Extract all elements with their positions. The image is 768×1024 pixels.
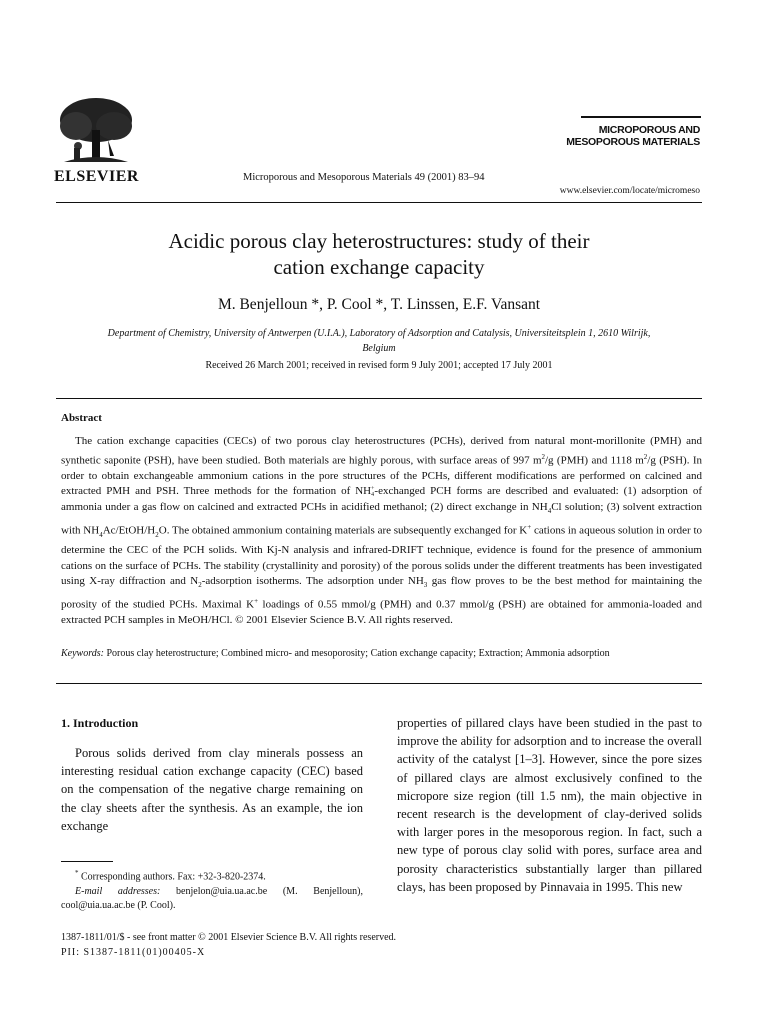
intro-paragraph-left: Porous solids derived from clay minerals possess an interesting residual cation exchange capacity (CEC) based on the compensation of the negative charge remaining on the clay sheets after the synthesis. As an example, the ion exchange <box>61 746 363 833</box>
email-addresses[interactable]: benjelon@uia.ua.ac.be (M. Benjelloun), cool@uia.ua.ac.be (P. Cool). <box>61 885 363 912</box>
section-heading-introduction: 1. Introduction <box>61 716 139 730</box>
abstract-sub: 2 <box>155 530 159 539</box>
abstract-top-rule <box>56 398 702 399</box>
header-rule <box>56 202 702 203</box>
abstract-bottom-rule <box>56 683 702 684</box>
abstract-seg: gas flow proves to be the best method for maintaining the porosity of the studied PCHs. Maximal K <box>61 575 703 611</box>
keywords-list: Porous clay heterostructure; Combined micro- and mesoporosity; Cation exchange capacity; Extraction; Ammonia adsorption <box>103 648 610 659</box>
abstract-sub: 3 <box>423 581 428 590</box>
author-list: M. Benjelloun *, P. Cool *, T. Linssen, E.F. Vansant <box>217 296 541 313</box>
abstract-sub: 4 <box>547 507 552 516</box>
keywords-label: Keywords: <box>61 648 104 659</box>
footnote-rule <box>61 861 113 862</box>
footnote <box>61 866 363 914</box>
email-label: E-mail addresses: <box>75 885 161 897</box>
journal-brand <box>566 124 700 148</box>
abstract-sup: 2 <box>643 452 648 461</box>
abstract-sub: 2 <box>198 581 202 590</box>
footnote-emails <box>61 885 363 914</box>
abstract-seg: O. The obtained ammonium containing materials are subsequently exchanged for K <box>158 524 528 537</box>
abstract-sup: + <box>371 486 375 493</box>
received-dates: Received 26 March 2001; received in revised form 9 July 2001; accepted 17 July 2001 <box>205 360 553 371</box>
affiliation-line-1: Department of Chemistry, University of Antwerpen (U.I.A.), Laboratory of Adsorption and Catalysis, Universiteitsplein 1, 2610 Wilrijk, <box>107 328 651 339</box>
abstract-text <box>61 434 702 629</box>
pii-line: PII: S1387-1811(01)00405-X <box>61 947 206 958</box>
intro-paragraph-right: properties of pillared clays have been studied in the past to improve the ability for adsorption and to increase the overall activity of the catalyst [1–3]. However, since the pore sizes of pillared clays are almost exclusively confined to the micropore size region (till 1.5 nm), the main objective in recent research is the development of clay-derived solids with larger pores in the mesoporous region. In fact, such a new type of porous clay solid with pores, surface area and porosity characteristics substantially larger than pillared clays, has been proposed by Pinnavaia in 1995. This new <box>397 716 702 894</box>
publisher-name: ELSEVIER <box>54 168 139 185</box>
abstract-heading: Abstract <box>61 412 102 424</box>
journal-url[interactable]: www.elsevier.com/locate/micromeso <box>559 186 700 196</box>
abstract-sub: 4 <box>99 530 103 539</box>
journal-reference: Microporous and Mesoporous Materials 49 (2001) 83–94 <box>243 172 485 183</box>
keywords <box>61 646 702 661</box>
abstract-seg: /g (PSH). In order to obtain exchangeable ammonium cations in the pore structures of the PCHs, different modifications are performed on calcined and extracted PMH and PSH. Three methods for the formation of NH <box>61 454 702 498</box>
brand-line-2: MESOPOROUS MATERIALS <box>566 136 700 148</box>
brand-rule <box>581 116 701 118</box>
abstract-seg: Cl solution; (3) solvent extraction with NH <box>61 501 702 537</box>
brand-line-1: MICROPOROUS AND <box>598 124 700 136</box>
abstract-seg: cations in aqueous solution in order to determine the CEC of the PCH solids. With Kj-N analysis and infrared-DRIFT technique, evidence is found for the presence of ammonium cations on the surface of PCHs. The stability (crystallinity and porosity) of the porous solids under the different treatments has been investigated using X-ray diffraction and N <box>61 524 703 588</box>
abstract-seg: /g (PMH) and 1118 m <box>545 454 644 467</box>
article-title <box>56 228 702 280</box>
abstract-sup: + <box>527 522 532 531</box>
abstract-seg: loadings of 0.55 mmol/g (PMH) and 0.37 mmol/g (PSH) are obtained for ammonia-loaded and extracted PCH samples in MeOH/HCl. © 2001 Elsevier Science B.V. All rights reserved. <box>61 598 703 627</box>
abstract-sub: 4 <box>371 492 375 499</box>
abstract-seg: Ac/EtOH/H <box>102 524 156 537</box>
copyright-block <box>61 930 396 960</box>
affiliation-line-2: Belgium <box>362 343 396 354</box>
right-column <box>397 714 702 896</box>
issn-line: 1387-1811/01/$ - see front matter © 2001 Elsevier Science B.V. All rights reserved. <box>61 932 397 943</box>
left-column <box>61 716 363 835</box>
affiliation <box>56 326 702 356</box>
abstract-seg: -exchanged PCH forms are described and evaluated: (1) adsorption of ammonia under a gas flow on calcined and extracted PCHs in acidified methanol; (2) direct exchange in NH <box>61 485 702 514</box>
title-line-2: cation exchange capacity <box>273 255 485 279</box>
footnote-mark: * <box>75 869 79 877</box>
abstract-sup: 2 <box>541 452 545 461</box>
abstract-seg: -adsorption isotherms. The adsorption under NH <box>201 575 424 588</box>
title-line-1: Acidic porous clay heterostructures: study of their <box>168 229 590 253</box>
abstract-seg: The cation exchange capacities (CECs) of two porous clay heterostructures (PCHs), derived from natural mont-morillonite (PMH) and synthetic saponite (PSH), have been studied. Both materials are highly porous, with surface areas of 997 m <box>61 435 702 467</box>
footnote-corresponding <box>61 866 363 885</box>
abstract-sup: + <box>254 597 259 606</box>
footnote-fax: Corresponding authors. Fax: +32-3-820-2374. <box>78 871 266 883</box>
